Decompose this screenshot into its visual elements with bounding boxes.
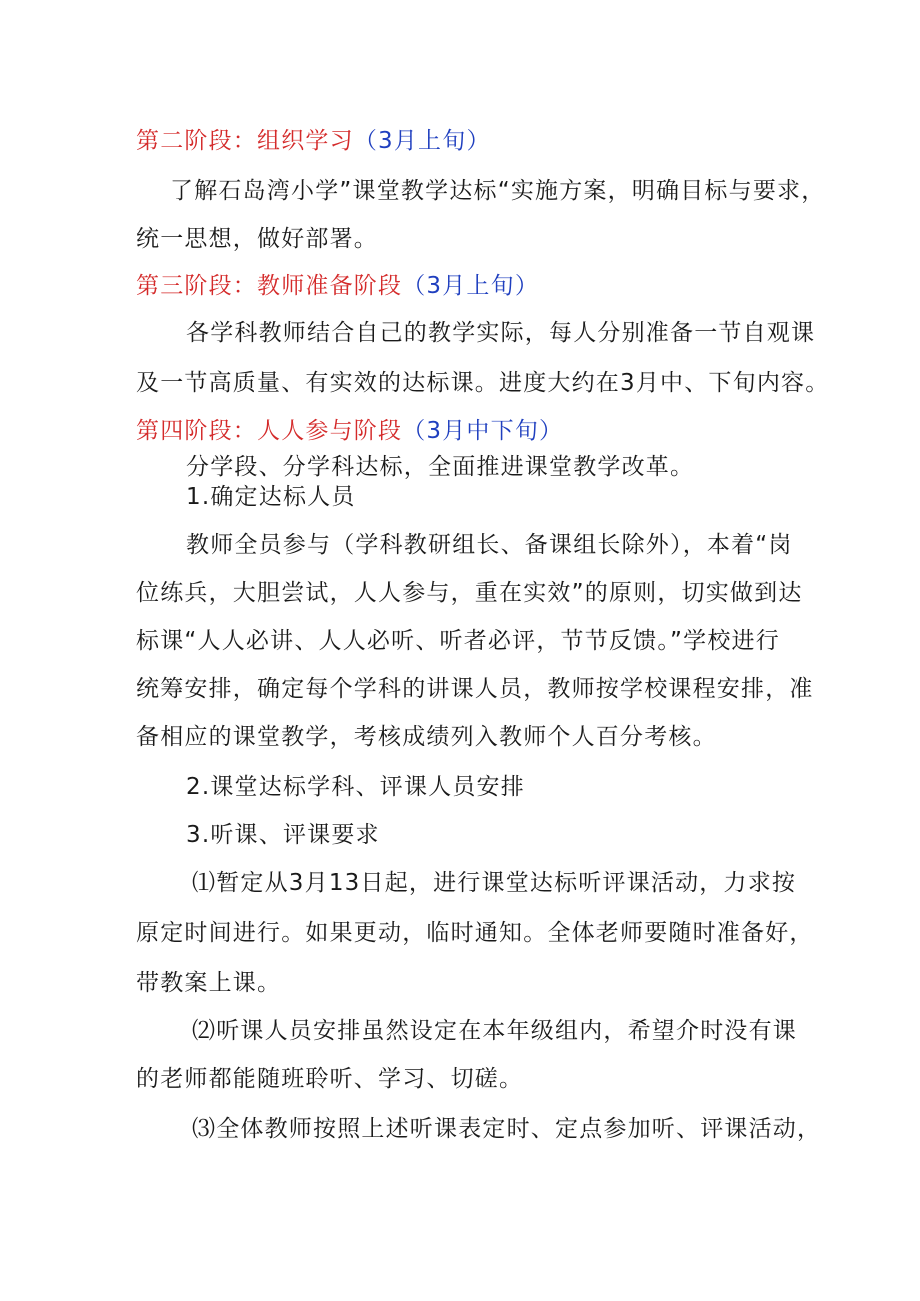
item1-body-line: 位练兵，大胆尝试，人人参与，重在实效”的原则，切实做到达 xyxy=(136,580,803,606)
stage3-title: 第三阶段：教师准备阶段 xyxy=(136,273,403,299)
stage4-title: 第四阶段：人人参与阶段 xyxy=(136,418,403,444)
item2-title: 2.课堂达标学科、评课人员安排 xyxy=(186,774,525,800)
req1-line: ⑴暂定从3月13日起，进行课堂达标听评课活动，力求按 xyxy=(192,870,797,896)
item1-body-line: 备相应的课堂教学，考核成绩列入教师个人百分考核。 xyxy=(136,724,717,750)
req3-line: ⑶全体教师按照上述听课表定时、定点参加听、评课活动， xyxy=(192,1116,822,1142)
stage2-body-line: 了解石岛湾小学”课堂教学达标“实施方案，明确目标与要求， xyxy=(170,178,826,204)
stage2-time: （3月上旬） xyxy=(353,128,491,154)
req2-line: 的老师都能随班聆听、学习、切磋。 xyxy=(136,1066,524,1092)
item3-title: 3.听课、评课要求 xyxy=(186,822,380,848)
stage3-time: （3月上旬） xyxy=(402,273,540,299)
stage3-heading xyxy=(136,271,539,301)
stage4-heading xyxy=(136,416,563,446)
stage4-time: （3月中下旬） xyxy=(402,418,564,444)
item1-body-line: 教师全员参与（学科教研组长、备课组长除外），本着“岗 xyxy=(186,532,793,558)
item1-body-line: 统筹安排，确定每个学科的讲课人员，教师按学校课程安排，准 xyxy=(136,676,814,702)
req1-line: 带教案上课。 xyxy=(136,970,282,996)
item1-body-line: 标课“人人必讲、人人必听、听者必评，节节反馈。”学校进行 xyxy=(136,628,780,654)
stage4-intro: 分学段、分学科达标，全面推进课堂教学改革。 xyxy=(186,454,695,480)
req2-line: ⑵听课人员安排虽然设定在本年级组内，希望介时没有课 xyxy=(192,1018,797,1044)
stage2-title: 第二阶段：组织学习 xyxy=(136,128,354,154)
stage2-heading xyxy=(136,126,491,156)
stage3-body-line: 及一节高质量、有实效的达标课。进度大约在3月中、下旬内容。 xyxy=(136,370,830,396)
req1-line: 原定时间进行。如果更动，临时通知。全体老师要随时准备好， xyxy=(136,920,814,946)
stage3-body-line: 各学科教师结合自己的教学实际，每人分别准备一节自观课 xyxy=(186,320,816,346)
item1-title: 1.确定达标人员 xyxy=(186,484,356,510)
stage2-body-line: 统一思想，做好部署。 xyxy=(136,226,378,252)
